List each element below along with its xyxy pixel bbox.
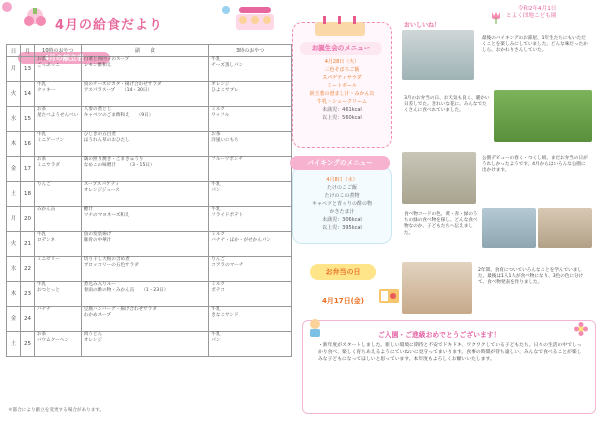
viking-item: たけのこの煮物 bbox=[324, 193, 360, 199]
photo-bento-day bbox=[494, 90, 592, 142]
date-line: 令和2年4月1日 bbox=[517, 6, 557, 12]
bento-date: 4月17日(金) bbox=[322, 297, 365, 305]
birthday-item: スパゲティサラダ bbox=[322, 75, 362, 81]
cell-pm-snack: オレンジ ひよこサブレ bbox=[209, 82, 292, 107]
birthday-title: お誕生会のメニュー bbox=[300, 42, 382, 55]
cell-main: 魚の変装揚げ 豚骨の中華汁 bbox=[81, 232, 209, 257]
viking-menu bbox=[296, 176, 388, 232]
cell-dow: 月 bbox=[7, 57, 21, 82]
birthday-energy: 未満児：461kcal bbox=[322, 107, 362, 113]
cell-dow: 土 bbox=[7, 332, 21, 357]
cell-main: 鳥のチーズピカタ・揚げ合わせサラダ アスパラスープ （14・30日） bbox=[81, 82, 209, 107]
table-row bbox=[7, 332, 292, 357]
cell-am-snack: 牛乳 ミニゲーフン bbox=[34, 132, 81, 157]
table-row bbox=[7, 132, 292, 157]
photo-food-presentation bbox=[402, 262, 472, 314]
page-title: 4月の給食だより bbox=[55, 18, 164, 33]
photo-park-debut bbox=[402, 152, 476, 204]
cell-am-snack: お茶 ミニサラダ bbox=[34, 157, 81, 182]
col-day: 日 bbox=[7, 45, 21, 57]
menu-table bbox=[6, 44, 292, 357]
cell-pm-snack: ミルク ポテコ bbox=[209, 282, 292, 307]
cell-day: 13 bbox=[20, 57, 34, 82]
birthday-energy: 以上児：560kcal bbox=[322, 115, 362, 121]
table-header-row bbox=[7, 45, 292, 57]
photo-food-code bbox=[482, 208, 536, 248]
bento-box-icon bbox=[378, 286, 400, 304]
table-row bbox=[7, 57, 292, 82]
kids-section-title: おいしいね！ bbox=[404, 22, 441, 29]
cell-main: 鰹汁 ツナのマヨネーズ和え bbox=[81, 207, 209, 232]
cell-day: 24 bbox=[20, 307, 34, 332]
table-row bbox=[7, 182, 292, 207]
cell-day: 25 bbox=[20, 332, 34, 357]
cell-am-snack: ミニゼリー bbox=[34, 257, 81, 282]
decor-dot bbox=[222, 6, 230, 14]
cell-pm-snack: 牛乳 きなこサンド bbox=[209, 307, 292, 332]
cell-main: 白菜と肉団子のスープ レモン酢和え bbox=[81, 57, 209, 82]
photo-food-code-2 bbox=[538, 208, 592, 248]
cell-day: 21 bbox=[20, 232, 34, 257]
cell-main: 豆腐ハンバーグ・揚げ合わせサラダ わかめスープ bbox=[81, 307, 209, 332]
photo-lunch-room bbox=[402, 30, 474, 80]
cell-main: 肉うどん オレンジ bbox=[81, 332, 209, 357]
cell-dow: 水 bbox=[7, 107, 21, 132]
cell-pm-snack: ミルク ワッフル bbox=[209, 107, 292, 132]
cell-dow: 水 bbox=[7, 257, 21, 282]
cell-day: 17 bbox=[20, 157, 34, 182]
table-row bbox=[7, 107, 292, 132]
child-illustration-icon bbox=[306, 318, 324, 338]
table-row bbox=[7, 82, 292, 107]
cell-main: ひじきの五目煮 ほうれん草のおひたし bbox=[81, 132, 209, 157]
cell-dow: 木 bbox=[7, 132, 21, 157]
cell-pm-snack: お茶 洋風いにもち bbox=[209, 132, 292, 157]
cell-am-snack: 牛乳 ロデンネ bbox=[34, 232, 81, 257]
table-row bbox=[7, 232, 292, 257]
viking-energy: 以上児：395kcal bbox=[322, 225, 362, 231]
col-am-snack: 10時のおやつ bbox=[34, 45, 81, 57]
cell-main: 煮込み入りルー 春雨の酢の物・みかん缶 （1・23日） bbox=[81, 282, 209, 307]
cell-day: 20 bbox=[20, 207, 34, 232]
cell-day: 23 bbox=[20, 282, 34, 307]
tulip-icon bbox=[490, 10, 502, 24]
cell-day: 15 bbox=[20, 107, 34, 132]
cell-dow: 木 bbox=[7, 282, 21, 307]
col-pm-snack: 3時のおやつ bbox=[209, 45, 292, 57]
menu-badge: 4月の献立表 bbox=[18, 52, 110, 64]
cell-am-snack: お茶 星たべようせんべい bbox=[34, 107, 81, 132]
menu-note: ＊都合により献立を変更する場合があります。 bbox=[8, 408, 105, 413]
viking-item: たけのこご飯 bbox=[326, 185, 357, 191]
kids-illustration-icon bbox=[235, 6, 275, 32]
cell-am-snack: お茶 バウムクーヘン bbox=[34, 332, 81, 357]
school-name: とよく団地こども園 bbox=[506, 13, 557, 19]
cell-am-snack: バナナ bbox=[34, 307, 81, 332]
cell-pm-snack: りんご コアラのマーチ bbox=[209, 257, 292, 282]
decor-dot bbox=[2, 2, 12, 12]
cell-pm-snack: 牛乳 パン bbox=[209, 332, 292, 357]
cell-main: 人参の煮とじ キャベツのごま酢和え （9日） bbox=[81, 107, 209, 132]
table-row bbox=[7, 282, 292, 307]
cell-dow: 金 bbox=[7, 157, 21, 182]
cell-am-snack: お茶 ごっぷっこ bbox=[34, 57, 81, 82]
cell-main: 切り干し大根の含め煮 ブロッコリーの五色サラダ bbox=[81, 257, 209, 282]
birthday-item: 三色そぼろご飯 bbox=[324, 67, 360, 73]
birthday-menu bbox=[296, 58, 388, 122]
banner-heading: ご入園・ご進級おめでとうございます！ bbox=[378, 331, 501, 339]
cell-main: 鶏の照り焼き・ごまきゅうり なめこの味噌汁 （3・15日） bbox=[81, 157, 209, 182]
cell-pm-snack: 牛乳 チーズ蒸しパン bbox=[209, 57, 292, 82]
cell-main: スープスパゲティ オレンジジュース bbox=[81, 182, 209, 207]
kids-paragraph-1: 最後のバイキングのお部屋、1年生たちにもいただくことを楽しみにしていました。どんな味だったかしら、おかわりさんしていた。 bbox=[482, 36, 588, 54]
cell-dow: 火 bbox=[7, 232, 21, 257]
viking-item: かきたま汁 bbox=[329, 209, 355, 215]
viking-item: キャベツと青ぅりの酢の物 bbox=[311, 201, 372, 207]
vegetable-icon bbox=[20, 6, 50, 32]
kids-paragraph-3: 公園デビューの春く・つくし組、まだお弁当の日がうれしかったようです。4月からはいろんな公園に出かけます。 bbox=[482, 156, 588, 174]
kids-paragraph-4: 食べ物コードの色、黄・赤・緑のうちの緑の食べ物を探し、どんな食べ物なのか、子どもたちへ伝えました。 bbox=[404, 212, 478, 236]
viking-date: 4月8日（水） bbox=[326, 177, 358, 183]
flower-icon bbox=[305, 16, 375, 38]
table-row bbox=[7, 257, 292, 282]
table-row bbox=[7, 157, 292, 182]
cell-pm-snack: 牛乳 パン bbox=[209, 182, 292, 207]
cell-am-snack: 牛乳 おつとっと bbox=[34, 282, 81, 307]
issue-date bbox=[506, 6, 556, 20]
cell-am-snack: 牛乳 クッキー bbox=[34, 82, 81, 107]
banner-body: ・新年度がスタートしました。新しい環境に期待と不安でドキドキ、ワクワクしている子どもたち。日々の生活の中でしっかり食べ、楽しく育ちあえるようにていねいに見守ってまいります。食事の時間が待ち遠しい、みんなで食べることが楽しみな子どもになってほしいと思っています。本年度もよろしくお願いいたします。 bbox=[318, 343, 582, 362]
birthday-item: 新玉葱の澄まし汁・みかん缶 bbox=[309, 91, 375, 97]
table-row bbox=[7, 207, 292, 232]
cell-pm-snack: 牛乳 フライドポテト bbox=[209, 207, 292, 232]
kids-paragraph-2: 3月のお弁当の日、お天気も良く、暖かい日差しでた。きれいな花に、みんなでたくさんに食べれていました。 bbox=[404, 96, 490, 114]
cell-dow: 金 bbox=[7, 307, 21, 332]
cell-am-snack: りんご bbox=[34, 182, 81, 207]
birthday-item: ミートボール bbox=[327, 83, 357, 89]
cell-day: 14 bbox=[20, 82, 34, 107]
cell-day: 22 bbox=[20, 257, 34, 282]
kids-paragraph-5: 2年間、食育についていろんなことを学んでいました。最後は1人1人が食べ物になり、3色の色に分けて、食べ物発表を作りました。 bbox=[478, 268, 584, 286]
birthday-date: 4月28日（火） bbox=[324, 59, 360, 65]
cell-day: 16 bbox=[20, 132, 34, 157]
table-row bbox=[7, 307, 292, 332]
cell-pm-snack: フルーツポンチ bbox=[209, 157, 292, 182]
cell-dow: 土 bbox=[7, 182, 21, 207]
cell-pm-snack: ミルク バナナ・ほか・がせかんパン bbox=[209, 232, 292, 257]
cell-dow: 月 bbox=[7, 207, 21, 232]
flower-icon bbox=[574, 322, 588, 336]
cell-am-snack: みかん缶 bbox=[34, 207, 81, 232]
bento-title: お弁当の日 bbox=[310, 264, 376, 280]
viking-energy: 未満児：306kcal bbox=[322, 217, 362, 223]
viking-title: バイキングのメニュー bbox=[290, 156, 390, 170]
birthday-item: 牛乳・シュークリーム bbox=[317, 99, 367, 105]
cell-day: 18 bbox=[20, 182, 34, 207]
cell-dow: 火 bbox=[7, 82, 21, 107]
col-dow: 月 bbox=[20, 45, 34, 57]
col-main: 副 食 bbox=[81, 45, 209, 57]
